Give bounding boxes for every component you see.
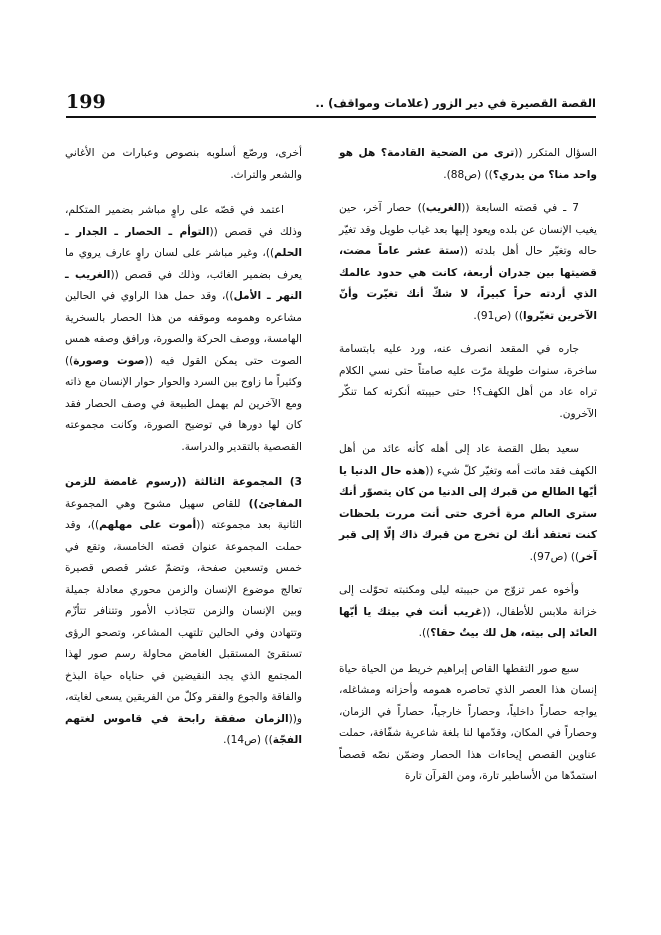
text-run: ))، وقد حمل هذا الراوي في الحالين مشاعره وهمومه وموقفه من هذا الحصار بالسخرية الهامسة، ووصف الحركة والصورة، ورافق وصفه همس الصوت حتى يمكن القول فيه ((	[65, 290, 302, 367]
text-run: وأخوه عمر تزوّج من حبيبته ليلى ومكتبته تحوّلت إلى خزانة ملابس للأطفال، ((	[339, 584, 598, 618]
running-title: القصة القصيرة في دير الزور (علامات ومواقف) ..	[315, 96, 596, 110]
story-title: الغريب	[425, 202, 462, 214]
text-run: )) حصار آخر، حين يغيب الإنسان عن بلده ويعود إليها بعد غياب طويل وقد تغيّر حاله وتغيّر حال أهل بلدته ((	[339, 202, 597, 257]
paragraph-brother-omar	[339, 580, 597, 645]
header-rule	[66, 116, 596, 118]
text-run: السؤال المتكرر ((	[514, 147, 597, 159]
collection-title: أموت على مهلهم	[99, 519, 197, 531]
right-column	[339, 143, 597, 933]
text-run: 7 ـ في قصته السابعة ((	[461, 202, 579, 214]
bold-quote: غريب أنت في بيتك يا أيّها العائد إلى بيته، هل لك بيتٌ حقا؟	[339, 605, 597, 639]
text-run: سبع صور التقطها القاص إبراهيم خريط من الحياة حياة إنسان هذا العصر الذي تحاصره همومه وأحزانه ومشاغله، يواجه حصاراً داخلياً، وحصاراً خارجياً، حصاراً في الزمان، وحصاراً في المكان، وقدّمها لنا بلغة شاعرية شفّافة، حملت عناوين القصص إيحاءات هذا الحصار وضمّن نصّه قصصاً استمدّها من الأساطير تارة، ومن القرآن تارة	[339, 662, 597, 782]
paragraph-seventh-story	[339, 198, 597, 327]
text-run: )) (ص88).	[443, 168, 493, 181]
bold-quote: هذه حال الدنيا يا أيّها الطالع من قبرك إلى الدنيا من كان يتصوّر أنك ستری العالم مرة أخرى حتى أنت مررت بلحظات كنت تعتقد أنك لن تخرج من قبرك ذاك إلّا إلى قبر آخر	[339, 464, 597, 563]
bold-quote: ستة عشر عاماً مضت، قضيتها بين جدران أربعة، كانت هي حدود عالمك الذي أردته حراً كبيراً، لا شكّ أنك تغيّرت وأنّ الآخرين تغيّروا	[339, 245, 597, 322]
paragraph-neighbor	[339, 339, 597, 425]
paragraph-narrator	[65, 200, 302, 458]
paragraph-question	[339, 143, 597, 186]
bold-quote: ترى من الضحية القادمة؟ هل هو واحد منا؟ من يدري؟	[339, 147, 597, 181]
paragraph-third-collection	[65, 472, 302, 752]
text-run: ))، وقد حملت المجموعة عنوان قصته الخامسة، وتقع في خمس وتسعين صفحة، وتضمّ عشر قصص قصيرة تعالج موضوع الإنسان والزمن محوري معادلة جميلة وبين الإنسان والزمن تتجاذب الأمور وتتنافر تتأزّم وتتهادن وفي الحالين تلتهب المشاعر، وتصحو الرؤى تستقرئ المستقبل الغامض محاولة رسم صور لهذا المجتمع الذي يجد النقيضين في حناياه حياة البذخ والفاقة والجوع والفقر وكلّ من الفريقين يسعى لغايته، و((	[65, 519, 302, 725]
text-run: )) (ص91).	[473, 309, 523, 322]
text-run: )) (ص14).	[223, 734, 273, 746]
story-titles: التوأم ـ الحصار ـ الجدار ـ الحلم	[65, 225, 302, 259]
paragraph-seven-images	[339, 659, 597, 788]
text-run: للقاص سهيل مشوح وهي المجموعة الثانية بعد مجموعته ((	[65, 497, 303, 531]
paragraph-continuation	[65, 143, 302, 186]
text-run: )) (ص97).	[529, 550, 580, 563]
page-header	[66, 92, 596, 114]
text-run: جاره في المقعد انصرف عنه، ورد عليه بابتسامة ساخرة، سنوات طويلة مرّت عليه صامتاً حتى نسي الكلام تراه عاد من أهل الكهف؟! حتى حبيبته أنكرته كما تنكّر الآخرون.	[339, 343, 597, 420]
left-column	[65, 143, 303, 746]
paragraph-saeed	[339, 439, 597, 568]
text-run: )) وكثيراً ما زاوج بين السرد والحوار حوار الإنسان مع ذاته ومع الآخرين لم يهمل الطبيعة في وصف الحصار فقد كان لها دورها في توضيح الصورة، وكانت مجموعته القصصية بالتقدير والدراسة.	[65, 354, 302, 453]
text-run: أخرى، ورصّع أسلوبه بنصوص وعبارات من الأغاني والشعر والتراث.	[65, 147, 302, 181]
section-heading: 3) المجموعة الثالثة ((رسوم غامضة للزمن المفاجئ))	[65, 476, 302, 510]
story-titles: الغريب ـ النهر ـ الأمل	[65, 268, 302, 302]
bold-quote: الزمان صفقة رابحة في قاموس لغتهم الفجّة	[65, 712, 302, 746]
text-run: ))، وغير مباشر على لسان راوٍ عارف يروي ما يعرف بضمير الغائب، وذلك في قصص ((	[65, 247, 302, 281]
text-run: )).	[418, 627, 431, 639]
bold-quote: صوت وصورة	[73, 354, 145, 367]
text-run: اعتمد في قصّه على راوٍ مباشر بضمير المتكلم، وذلك في قصص ((	[65, 204, 302, 238]
page-number: 199	[66, 91, 106, 113]
text-run: سعيد بطل القصة عاد إلى أهله كأنه عائد من أهل الكهف فقد ماتت أمه وتغيّر كلّ شيء ((	[339, 443, 597, 477]
